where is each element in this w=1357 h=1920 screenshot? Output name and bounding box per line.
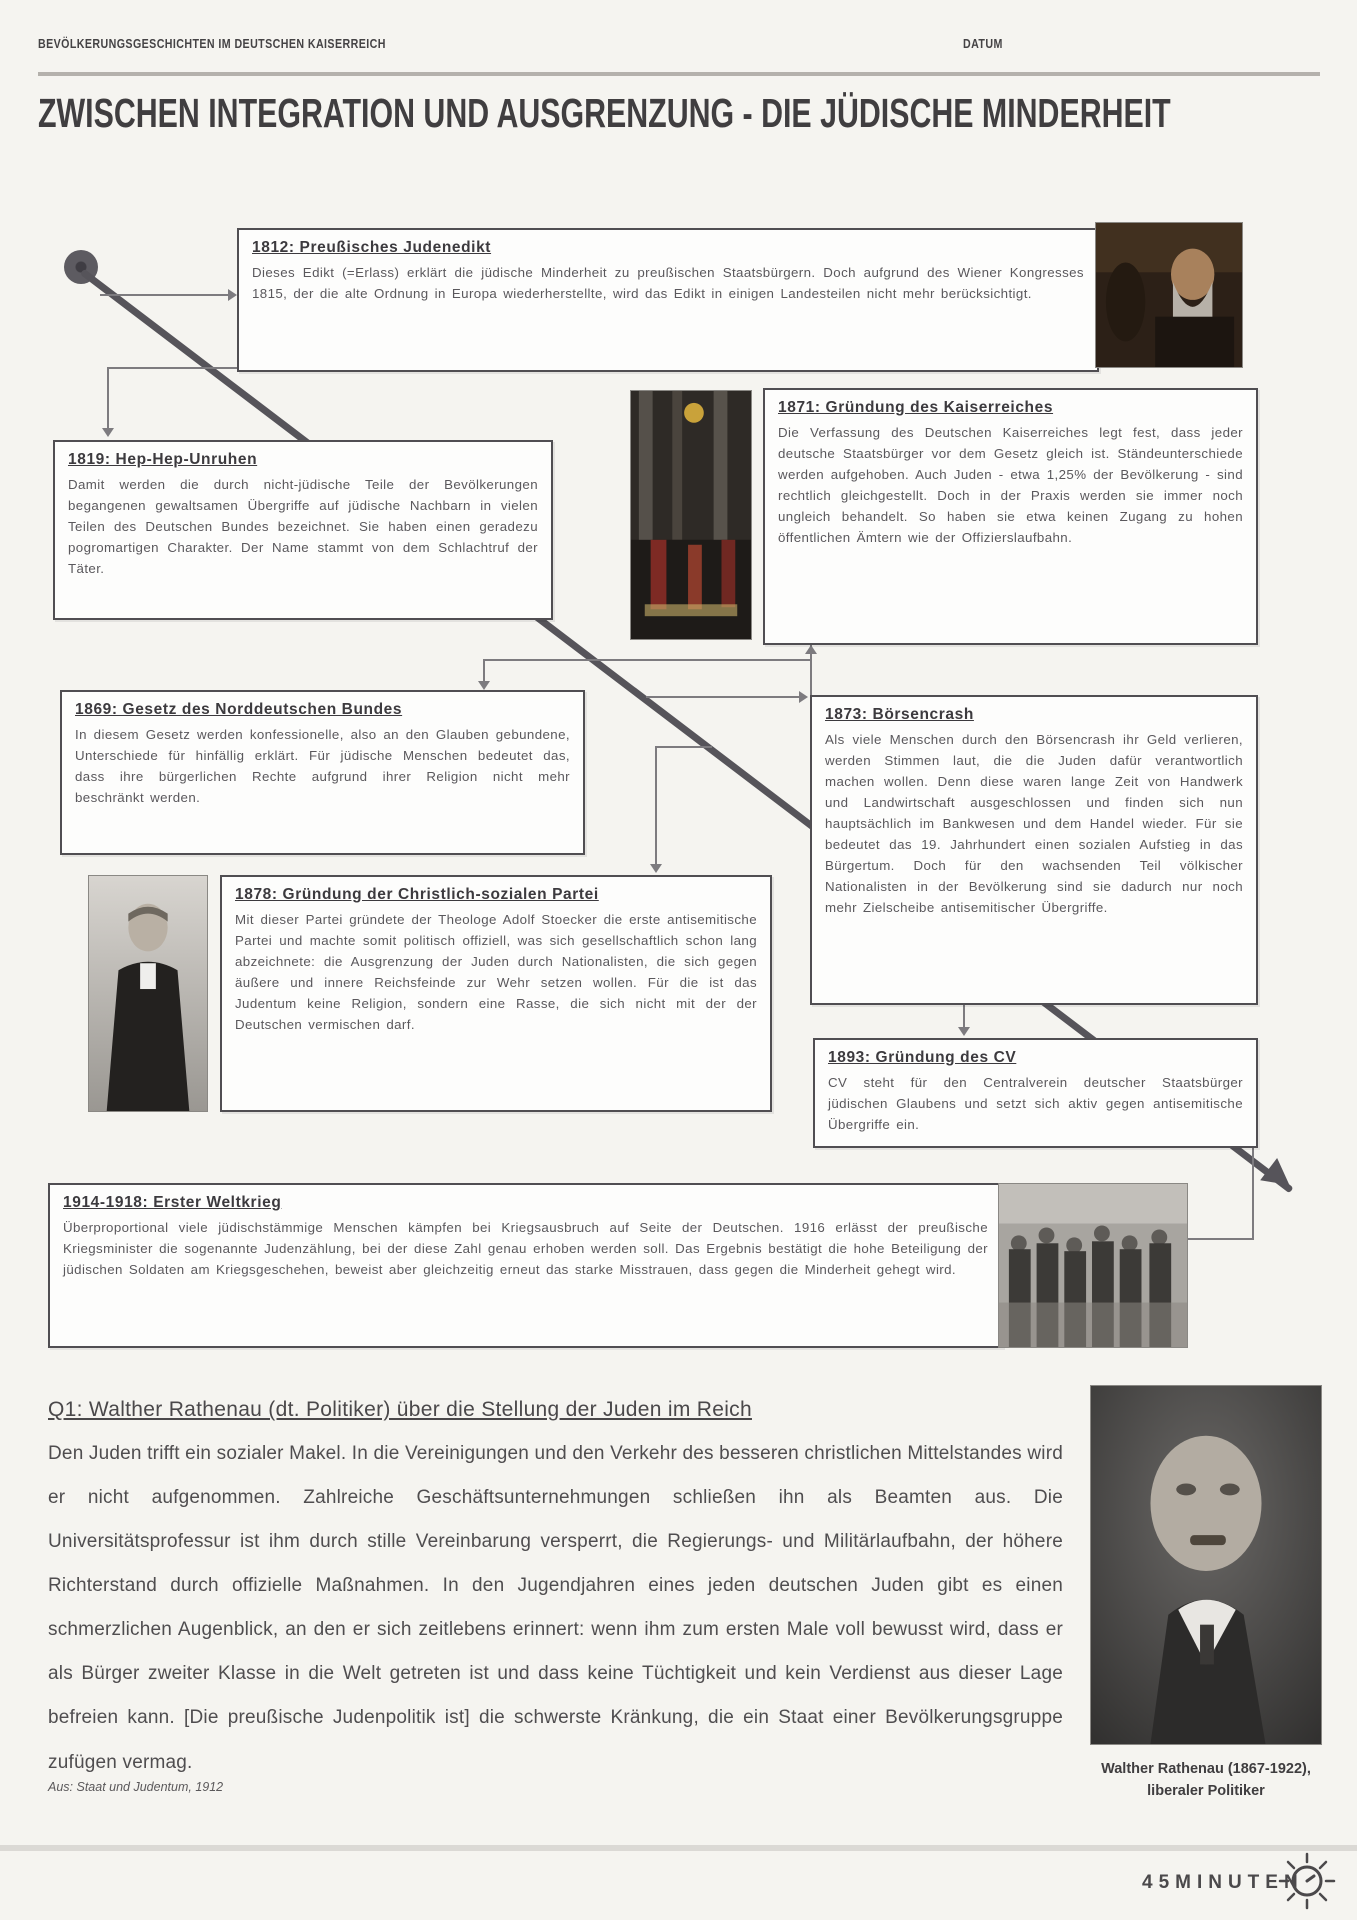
- timeline-box-body: Die Verfassung des Deutschen Kaiserreiches legt fest, dass jeder deutsche Staatsbürger vor dem Gesetz gleich ist. Ständeunterschiede werden aufgehoben. Auch Juden - etwa 1,25% der Bevölkerung - sind rechtlich gleichgestellt. Doch in der Praxis werden sie immer noch ungleich behandelt. So haben sie etwa keinen Zugang zu hohen öffentlichen Ämtern wie der Offizierslaufbahn.: [778, 425, 1243, 545]
- painting-1871-kaiserreich: [630, 390, 752, 640]
- timeline-box-1914: [48, 1183, 1003, 1348]
- stopwatch-sun-logo-icon: [1278, 1852, 1336, 1910]
- connector-arrow-icon: [102, 428, 114, 437]
- timeline-box-body: Überproportional viele jüdischstämmige Menschen kämpfen bei Kriegsausbruch auf Seite der Deutschen. 1916 erlässt der preußische Kriegsminister die sogenannte Judenzählung, bei der diese Zahl genau erhoben werden soll. Das Ergebnis bestätigt die hohe Beteiligung der jüdischen Soldaten am Kriegsgeschehen, beweist aber gleichzeitig erneut das starke Misstrauen, dass gegen die Minderheit gehegt wird.: [63, 1220, 988, 1277]
- connector-line: [100, 294, 232, 296]
- timeline-box-1873: [810, 695, 1258, 1005]
- timeline-box-body: Dieses Edikt (=Erlass) erklärt die jüdische Minderheit zu preußischen Staatsbürgern. Doch aufgrund des Wiener Kongresses 1815, der die alte Ordnung in Europa wiederherstellte, wird das Edikt in einigen Landesteilen nicht mehr berücksichtigt.: [252, 265, 1084, 301]
- timeline-box-title: 1893: Gründung des CV: [828, 1049, 1017, 1066]
- timeline-box-title: 1869: Gesetz des Norddeutschen Bundes: [75, 701, 403, 718]
- date-label: DATUM: [963, 36, 1003, 51]
- connector-arrow-icon: [228, 289, 237, 301]
- timeline-box-body: Als viele Menschen durch den Börsencrash ihr Geld verlieren, werden Stimmen laut, die die Juden dafür verantwortlich machen wollen. Denn diese waren lange Zeit von Handwerk und Landwirtschaft ausgeschlossen und finden sich nun hauptsächlich im Bankwesen und dem Handel wieder. Für sie bedeutet das 19. Jahrhundert einen sozialen Aufstieg in das Bürgertum. Doch für den wachsenden Teil völkischer Nationalisten in der Bevölkerung sind sie dadurch nur noch mehr Zielscheibe antisemitischer Übergriffe.: [825, 732, 1243, 915]
- timeline-box-body: Damit werden die durch nicht-jüdische Teile der Bevölkerungen begangenen gewaltsamen Übergriffe auf jüdische Nachbarn in vielen Teilen des Deutschen Bundes bezeichnet. Sie haben einen geradezu pogromartigen Charakter. Der Name stammt von dem Schlachtruf der Täter.: [68, 477, 538, 576]
- painting-1812-judenedikt: [1095, 222, 1243, 368]
- connector-line: [107, 367, 237, 369]
- timeline-box-body: In diesem Gesetz werden konfessionelle, also an den Glauben gebundene, Unterschiede für hinfällig erklärt. Für jüdische Menschen bedeutet das, dass ihre bürgerlichen Rechte aufgrund ihrer Religion nicht mehr beschränkt werden.: [75, 727, 570, 805]
- connector-line: [646, 696, 804, 698]
- timeline-box-1878: [220, 875, 772, 1112]
- timeline-box-title: 1878: Gründung der Christlich-sozialen Partei: [235, 886, 599, 903]
- series-header: BEVÖLKERUNGSGESCHICHTEN IM DEUTSCHEN KAISERREICH: [38, 36, 386, 51]
- connector-arrow-icon: [478, 681, 490, 690]
- connector-arrow-icon: [650, 864, 662, 873]
- connector-arrow-icon: [958, 1027, 970, 1036]
- connector-arrow-icon: [805, 645, 817, 654]
- timeline-box-title: 1812: Preußisches Judenedikt: [252, 239, 492, 256]
- quote-heading: Q1: Walther Rathenau (dt. Politiker) über die Stellung der Juden im Reich: [48, 1398, 752, 1421]
- connector-arrow-icon: [799, 691, 808, 703]
- header-divider: [38, 72, 1320, 76]
- connector-line: [1188, 1238, 1254, 1240]
- timeline-box-1871: [763, 388, 1258, 645]
- timeline-box-title: 1873: Börsencrash: [825, 706, 974, 723]
- connector-line: [655, 746, 712, 748]
- connector-line: [1252, 1148, 1254, 1240]
- timeline-box-1869: [60, 690, 585, 855]
- photo-adolf-stoecker: [88, 875, 208, 1112]
- connector-line: [655, 746, 657, 866]
- quote-source: Aus: Staat und Judentum, 1912: [48, 1780, 224, 1794]
- timeline-box-body: CV steht für den Centralverein deutscher Staatsbürger jüdischen Glaubens und setzt sich aktiv gegen antisemitische Übergriffe ein.: [828, 1075, 1243, 1132]
- photo-walther-rathenau: [1090, 1385, 1322, 1745]
- timeline-box-1819: [53, 440, 553, 620]
- connector-line: [483, 659, 810, 661]
- connector-line: [107, 367, 109, 430]
- timeline-box-title: 1914-1918: Erster Weltkrieg: [63, 1194, 282, 1211]
- photo-caption: Walther Rathenau (1867-1922), liberaler Politiker: [1101, 1761, 1311, 1800]
- timeline-box-1893: [813, 1038, 1258, 1148]
- timeline-box-1812: [237, 228, 1099, 372]
- timeline-arrowhead-icon: [1260, 1158, 1298, 1196]
- photo-1914-soldiers: [998, 1183, 1188, 1348]
- quote-body: Den Juden trifft ein sozialer Makel. In die Vereinigungen und den Verkehr des besseren christlichen Mittelstandes wird er nicht aufgenommen. Zahlreiche Geschäftsunternehmungen schließen ihn als Beamten aus. Die Universitätsprofessur ist ihm durch stille Vereinbarung versperrt, die Regierungs- und Militärlaufbahn, der höhere Richterstand durch offizielle Maßnahmen. In den Jugendjahren eines jeden deutschen Juden gibt es einen schmerzlichen Augenblick, an den er sich zeitlebens erinnert: wenn ihm zum ersten Male voll bewusst wird, dass er als Bürger zweiter Klasse in die Welt getreten ist und dass keine Tüchtigkeit und kein Verdienst aus dieser Lage befreien kann. [Die preußische Judenpolitik ist] die schwerste Kränkung, die ein Staat einer Bevölkerungsgruppe zufügen vermag.: [48, 1443, 1063, 1773]
- page-title: ZWISCHEN INTEGRATION UND AUSGRENZUNG - DIE JÜDISCHE MINDERHEIT: [38, 90, 1171, 136]
- timeline-box-title: 1819: Hep-Hep-Unruhen: [68, 451, 258, 468]
- footer-divider: [0, 1845, 1357, 1851]
- timeline-box-body: Mit dieser Partei gründete der Theologe Adolf Stoecker die erste antisemitische Partei und machte somit politisch offiziell, was sich gesellschaftlich schon lang abzeichnete: die Ausgrenzung der Juden durch Nationalisten, die sich gegen äußere und innere Reichsfeinde zur Wehr setzen wollen. Für die ist das Judentum keine Religion, sondern eine Rasse, die sich nicht mit der der Deutschen vermischen darf.: [235, 912, 757, 1032]
- brand-name: 45MINUTEN: [1142, 1872, 1304, 1893]
- timeline-box-title: 1871: Gründung des Kaiserreiches: [778, 399, 1054, 416]
